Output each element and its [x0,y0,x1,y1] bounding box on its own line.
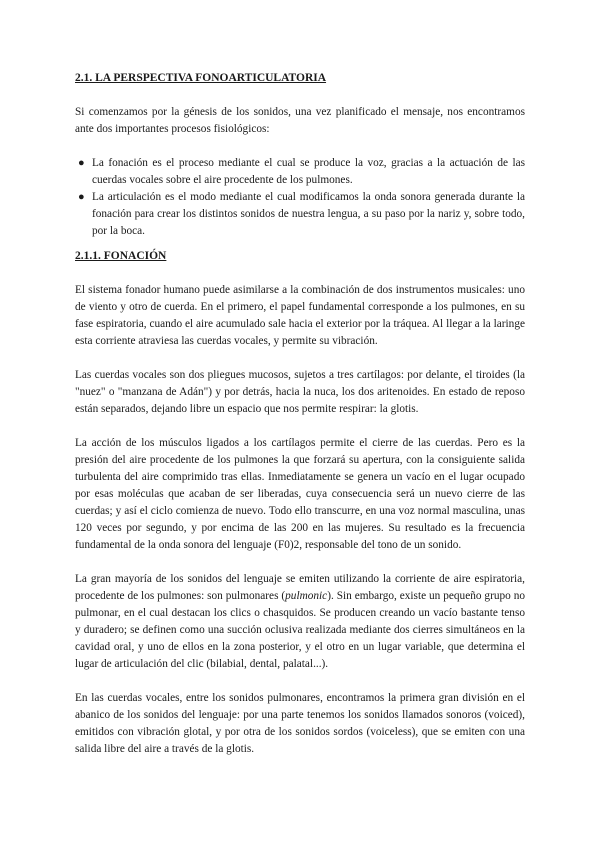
list-item [75,189,525,240]
bullet-text-articulacion: La articulación es el modo mediante el cual modificamos la onda sonora generada durante la fonación para crear los distintos sonidos de nuestra lengua, a su paso por la nariz y, sobre todo, por la boca. [92,191,525,237]
paragraph-2: Las cuerdas vocales son dos pliegues mucosos, sujetos a tres cartílagos: por delante, el tiroides (la "nuez" o "manzana de Adán") y por detrás, hacia la nuca, los dos aritenoides. En estado de reposo están separados, dejando libre un espacio que nos permite respirar: la glotis. [75,369,525,415]
bullet-icon: ● [78,157,85,169]
intro-paragraph: Si comenzamos por la génesis de los sonidos, una vez planificado el mensaje, nos encontramos ante dos importantes procesos fisiológicos: [75,106,525,135]
bullet-text-fonacion: La fonación es el proceso mediante el cual se produce la voz, gracias a la actuación de las cuerdas vocales sobre el aire procedente de los pulmones. [92,157,525,186]
paragraph-4-end: ). Sin embargo, existe un pequeño grupo no pulmonar, en el cual destacan los clics o chasquidos. Se producen creando un vacío bastante tenso y duradero; se definen como una succión oclusiva realizada mediante dos cierres simultáneos en la cavidad oral, y uno de ellos en la zona posterior, y el otro en un lugar variable, que determina el lugar de articulación del clic (bilabial, dental, palatal...). [75,590,526,670]
pulmonic-term: pulmonic [285,590,328,602]
paragraph-5: En las cuerdas vocales, entre los sonidos pulmonares, encontramos la primera gran división en el abanico de los sonidos del lenguaje: por una parte tenemos los sonidos llamados sonoros (voiced), emitidos con vibración glotal, y por otra de los sonidos sordos (voiceless), que se emiten con una salida libre del aire a través de la glotis. [75,692,525,755]
list-item [75,155,525,189]
section-heading: 2.1. LA PERSPECTIVA FONOARTICULATORIA [75,72,327,84]
subsection-heading: 2.1.1. FONACIÓN [75,250,167,262]
paragraph-3: La acción de los músculos ligados a los cartílagos permite el cierre de las cuerdas. Pero es la presión del aire procedente de los pulmones la que forzará su apertura, con la consiguiente salida turbulenta del aire comprimido tras ellas. Inmediatamente se genera un vacío en el lugar ocupado por esas moléculas que acaban de ser liberadas, cuya consecuencia será un nuevo cierre de las cuerdas; y así el ciclo comienza de nuevo. Todo ello transcurre, en una voz normal masculina, unas 120 veces por segundo, y por encima de las 200 en las mujeres. Su resultado es la frecuencia fundamental de la onda sonora del lenguaje (F0)2, responsable del tono de un sonido. [75,437,525,551]
process-list [75,155,525,240]
paragraph-4-start: La gran mayoría de los sonidos del lenguaje se emiten utilizando la corriente de aire espiratoria, procedente de los pulmones: son pulmonares ( [75,573,525,602]
bullet-icon: ● [78,191,85,203]
paragraph-4 [75,571,525,673]
paragraph-1: El sistema fonador humano puede asimilarse a la combinación de dos instrumentos musicales: uno de viento y otro de cuerda. En el primero, el papel fundamental corresponde a los pulmones, en su fase espiratoria, cuando el aire acumulado sale hacia el exterior por la tráquea. Al llegar a la laringe esta corriente atraviesa las cuerdas vocales, y permite su vibración. [75,284,525,347]
